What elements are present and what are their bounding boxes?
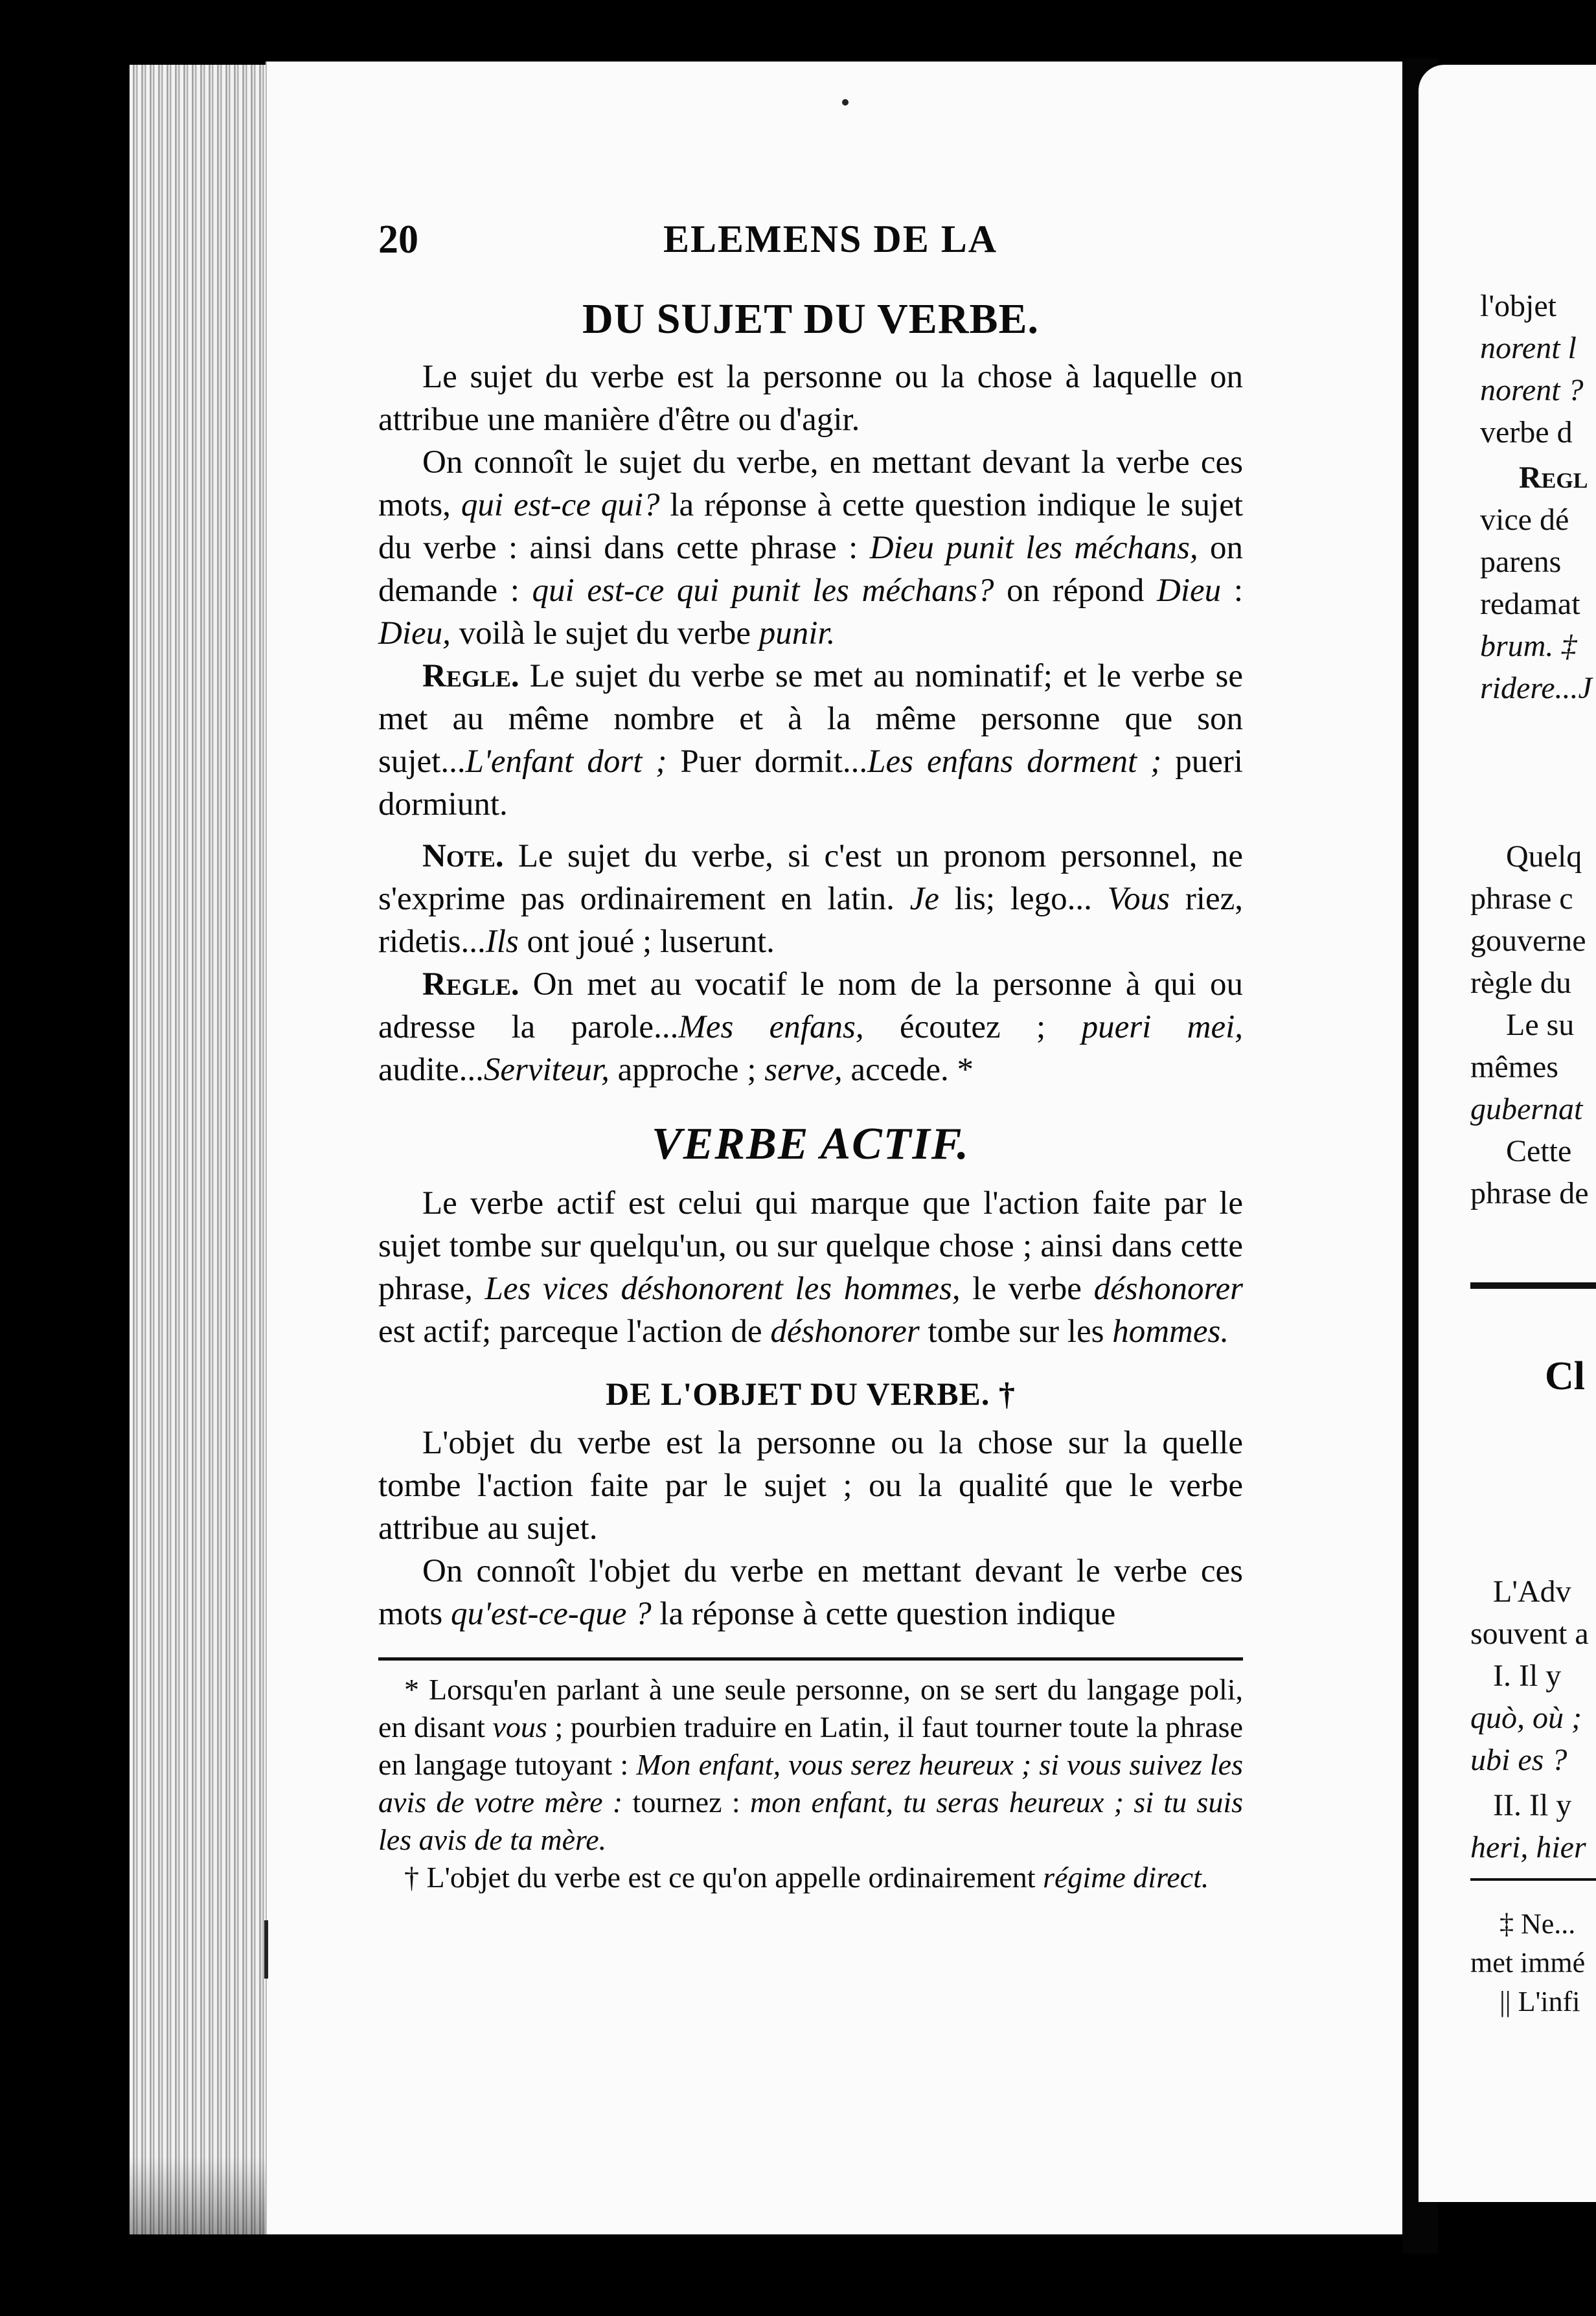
text: la réponse à cette question indique: [651, 1596, 1116, 1632]
italic-text: serve,: [764, 1052, 843, 1088]
italic-text: Les enfans dorment ;: [867, 744, 1162, 780]
right-page-line: souvent a: [1470, 1617, 1589, 1651]
italic-text: Je: [909, 881, 939, 917]
right-page-line: ridere...J: [1480, 671, 1592, 705]
rule-paragraph: [378, 963, 1243, 1091]
footnotes: [378, 1657, 1243, 1896]
right-page-line: quò, où ;: [1470, 1701, 1582, 1735]
right-page-line: L'Adv: [1493, 1574, 1571, 1609]
italic-text: déshonorer: [1093, 1271, 1243, 1307]
section-title-sujet: DU SUJET DU VERBE.: [582, 295, 1040, 343]
right-page-line: phrase c: [1470, 881, 1573, 916]
text: écoutez ;: [863, 1009, 1082, 1045]
paragraph: [378, 441, 1243, 655]
italic-text: Dieu: [1157, 573, 1222, 609]
right-page-line: mêmes: [1470, 1050, 1558, 1084]
right-page-line: vice dé: [1480, 503, 1569, 537]
text: lis; lego...: [939, 881, 1108, 917]
text: tournez :: [622, 1786, 750, 1819]
right-page-line: Regl: [1519, 460, 1588, 495]
note-paragraph: [378, 835, 1243, 963]
right-page-line: règle du: [1470, 966, 1571, 1000]
right-page-heading: Cl: [1545, 1354, 1585, 1398]
text: audite...: [378, 1052, 484, 1088]
right-page-line: gubernat: [1470, 1092, 1583, 1126]
italic-text: Dieu,: [378, 615, 451, 652]
section-title-verbe-actif: VERBE ACTIF.: [652, 1119, 970, 1169]
italic-text: vous: [492, 1710, 547, 1743]
right-page-line: Cette: [1506, 1134, 1572, 1168]
text: est actif; parceque l'action de: [378, 1313, 771, 1350]
page-edges: [130, 65, 279, 2234]
italic-text: Dieu punit les méchans,: [869, 530, 1198, 566]
right-page-rule: [1470, 1878, 1596, 1881]
right-page-line: I. Il y: [1493, 1659, 1562, 1693]
text: pueri dormiunt.: [378, 744, 1243, 823]
text: on répond: [994, 573, 1157, 609]
italic-text: Vous: [1107, 881, 1170, 917]
rule-label: Regle.: [422, 658, 519, 694]
paragraph: [378, 1182, 1243, 1353]
text-block: [378, 217, 1243, 1896]
text: riez, ridetis...: [378, 881, 1243, 960]
right-page-line: redamat: [1480, 587, 1580, 621]
right-page-line: || L'infi: [1499, 1986, 1580, 2017]
italic-text: Mon enfant, vous serez heureux ; si vous suivez les avis de votre mère :: [378, 1748, 1243, 1819]
text: ; pourbien traduire en Latin, il faut tourner toute la phrase en langage tutoyant :: [378, 1710, 1243, 1781]
text: ont joué ; luserunt.: [518, 924, 775, 960]
note-label: Note.: [422, 838, 504, 874]
italic-text: hommes.: [1112, 1313, 1229, 1350]
text: † L'objet du verbe est ce qu'on appelle ordinairement: [404, 1861, 1043, 1894]
text: Le sujet du verbe est la personne ou la chose à laquelle on attribue une manière d'être ou d'agir.: [378, 359, 1243, 438]
text: le verbe: [960, 1271, 1094, 1307]
italic-text: qui est-ce qui?: [461, 487, 660, 523]
right-page-rule: [1470, 1282, 1596, 1289]
italic-text: L'enfant dort ;: [465, 744, 667, 780]
italic-text: déshonorer: [770, 1313, 920, 1350]
page-number: 20: [378, 218, 418, 262]
italic-text: régime direct.: [1043, 1861, 1209, 1894]
rule-label: Regle.: [422, 966, 519, 1003]
text: Le verbe actif est celui qui marque que l'action faite par le sujet tombe sur quelqu'un, ou sur quelque chose ; ainsi dans cette phrase,: [378, 1185, 1243, 1307]
margin-mark: [264, 1920, 268, 1979]
text: on demande :: [378, 530, 1244, 609]
text: Le sujet du verbe, si c'est un pronom personnel, ne s'exprime pas ordinairement en latin.: [378, 838, 1243, 917]
italic-text: pueri mei,: [1081, 1009, 1244, 1045]
italic-text: Serviteur,: [483, 1052, 610, 1088]
running-head: [378, 217, 1243, 269]
right-page-line: ubi es ?: [1470, 1743, 1568, 1777]
italic-text: mon enfant, tu seras heureux ; si tu suis les avis de ta mère.: [378, 1786, 1243, 1856]
text: la réponse à cette question indique le sujet du verbe : ainsi dans cette phrase :: [378, 487, 1244, 566]
italic-text: punir.: [758, 615, 836, 652]
text: On met au vocatif le nom de la personne à qui ou adresse la parole...: [378, 966, 1243, 1045]
italic-text: qu'est-ce-que ?: [450, 1596, 652, 1632]
italic-text: Ils: [485, 924, 519, 960]
right-page-line: brum. ‡: [1480, 629, 1577, 663]
text: L'objet du verbe est la personne ou la chose sur la quelle tombe l'action faite par le sujet ; ou la qualité que le verbe attribue au sujet.: [378, 1425, 1243, 1547]
right-page-line: heri, hier: [1470, 1830, 1586, 1865]
right-page-line: ‡ Ne...: [1499, 1908, 1576, 1940]
italic-text: Les vices déshonorent les hommes,: [484, 1271, 961, 1307]
right-page-line: verbe d: [1480, 415, 1573, 449]
right-page-line: parens: [1480, 545, 1562, 579]
section-title-objet: DE L'OBJET DU VERBE. †: [606, 1376, 1016, 1412]
text: :: [1221, 573, 1243, 609]
paragraph: [378, 356, 1243, 441]
right-page-line: met immé: [1470, 1947, 1586, 1979]
right-page: [1419, 65, 1596, 2202]
text: On connoît le sujet du verbe, en mettant devant la verbe ces mots,: [378, 444, 1243, 523]
italic-text: Mes enfans,: [678, 1009, 864, 1045]
italic-text: qui est-ce qui punit les méchans?: [532, 573, 994, 609]
left-page: [266, 62, 1404, 2234]
footnote: [378, 1859, 1243, 1896]
rule-paragraph: [378, 655, 1243, 826]
text: approche ;: [609, 1052, 765, 1088]
right-page-line: II. Il y: [1493, 1788, 1572, 1822]
right-page-line: gouverne: [1470, 924, 1586, 958]
text: Le sujet du verbe se met au nominatif; et le verbe se met au même nombre et à la même personne que son sujet...: [378, 658, 1243, 780]
right-page-line: l'objet: [1480, 289, 1556, 323]
text: tombe sur les: [919, 1313, 1113, 1350]
right-page-line: norent ?: [1480, 373, 1584, 407]
text: * Lorsqu'en parlant à une seule personne, on se sert du langage poli, en disant: [378, 1673, 1243, 1743]
text: accede. *: [842, 1052, 974, 1088]
edge-shadow: [130, 2157, 279, 2234]
running-title: ELEMENS DE LA: [663, 218, 998, 260]
ink-dot: [842, 99, 849, 106]
text: voilà le sujet du verbe: [450, 615, 759, 652]
paragraph: [378, 1550, 1243, 1635]
right-page-line: norent l: [1480, 331, 1577, 365]
text: Puer dormit...: [667, 744, 868, 780]
text: On connoît l'objet du verbe en mettant devant le verbe ces mots: [378, 1553, 1243, 1632]
right-page-line: Le su: [1506, 1008, 1575, 1042]
right-page-line: Quelq: [1506, 839, 1582, 874]
right-page-line: phrase de: [1470, 1176, 1589, 1210]
paragraph: [378, 1422, 1243, 1550]
footnote: [378, 1671, 1243, 1859]
